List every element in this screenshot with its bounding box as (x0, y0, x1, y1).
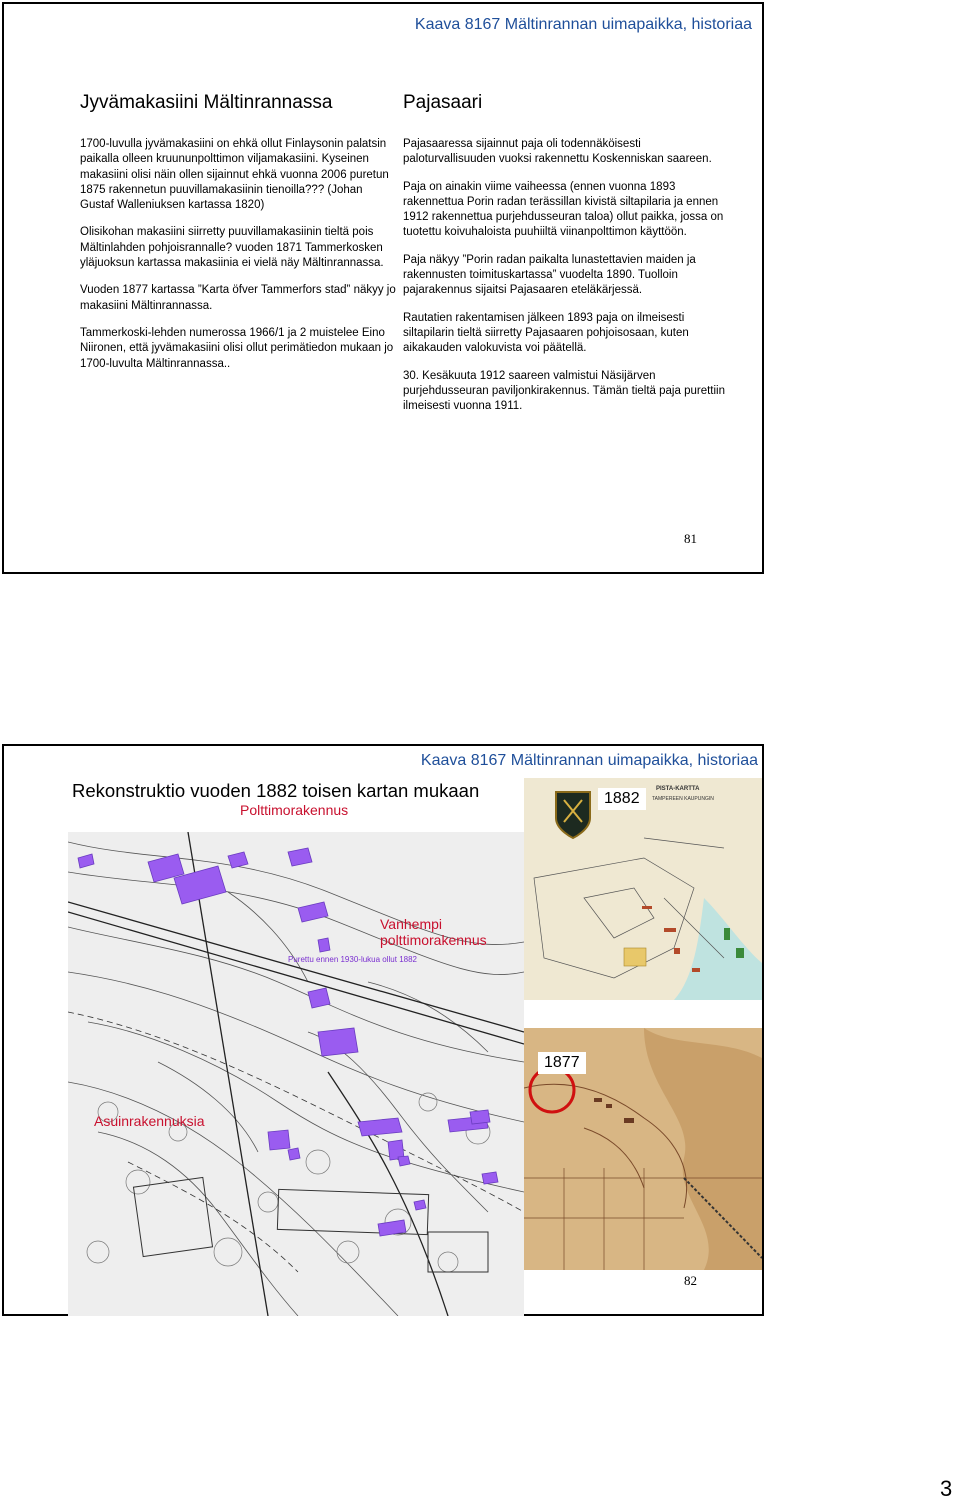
slide-header: Kaava 8167 Mältinrannan uimapaikka, historiaa (420, 752, 758, 769)
left-paragraph: Tammerkoski-lehden numerossa 1966/1 ja 2 muistelee Eino Niironen, että jyvämakasiini olisi ollut perimätiedon mukaan jo 1700-luvulta Mältinrannassa.. (80, 326, 394, 370)
label-asuinrakennuksia: Asuinrakennuksia (94, 1113, 205, 1129)
sheet-page-number: 3 (940, 1476, 953, 1501)
right-paragraph: Rautatien rakentamisen jälkeen 1893 paja on ilmeisesti siltapilarin tieltä siirretty Pajasaaren pohjoisosaan, kuten aikakauden valokuvista voi päätellä. (403, 311, 689, 355)
label-year-1882: 1882 (598, 788, 646, 810)
map-1882-subtitle: TAMPEREEN KAUPUNGIN (652, 796, 714, 802)
slide-82 (2, 744, 764, 1316)
page-number: 82 (684, 1273, 697, 1288)
right-column-title: Pajasaari (403, 92, 483, 113)
label-polttimorakennus: Polttimorakennus (240, 802, 349, 818)
map-1882 (524, 778, 762, 1000)
slide-81 (2, 2, 764, 574)
left-paragraph: 1700-luvulla jyvämakasiini on ehkä ollut Finlaysonin palatsin paikalla olleen kruununpolttimon viljamakasiini. Kyseinen makasiini olisi näin ollen sijainnut ehkä vuonna 2006 puretun 1875 rakennetun puuvillamakasiinin tienoilla??? (Johan Gustaf Walleniuksen kartassa 1820) (80, 138, 389, 212)
right-paragraph: Paja näkyy ”Porin radan paikalta lunastettavien maiden ja rakennusten toimituskartassa” vuodelta 1890. Tuolloin pajarakennus sijaitsi Pajasaaren eteläkärjessä. (403, 253, 696, 297)
page-number: 81 (684, 531, 697, 546)
slide-header: Kaava 8167 Mältinrannan uimapaikka, historiaa (414, 16, 752, 33)
label-vanhempi-polttimorakennus: Vanhempi polttimorakennus (380, 916, 487, 948)
label-year-1877: 1877 (538, 1052, 586, 1074)
map-1882-drawing (524, 778, 762, 1000)
left-column-title: Jyvämakasiini Mältinrannassa (80, 92, 333, 113)
reconstruction-map (68, 832, 524, 1316)
slide-title: Rekonstruktio vuoden 1882 toisen kartan mukaan (72, 780, 480, 801)
map-1882-header: PISTA-KARTTA (656, 786, 700, 792)
left-column-text (80, 137, 396, 384)
right-paragraph: Pajasaaressa sijainnut paja oli todennäköisesti paloturvallisuuden vuoksi rakennettu Koskenniskan saareen. (403, 138, 712, 166)
left-paragraph: Vuoden 1877 kartassa ”Karta öfver Tammerfors stad” näkyy jo makasiini Mältinrannassa. (80, 284, 396, 312)
purettu-note: Purettu ennen 1930-lukua ollut 1882 (288, 955, 417, 964)
right-column-text (403, 137, 731, 426)
reconstruction-map-drawing (68, 832, 524, 1316)
left-paragraph: Olisikohan makasiini siirretty puuvillamakasiinin tieltä pois Mältinlahden pohjoisrannalle? vuoden 1871 Tammerkosken yläjuoksun kartassa makasiinia ei vielä näy Mältinrannassa. (80, 226, 384, 270)
right-paragraph: Paja on ainakin viime vaiheessa (ennen vuonna 1893 rakennettua Porin radan terässillan kivistä siltapilaria ja ennen 1912 rakennettua purjehdusseuran taloa) ollut paikka, jossa on tuotettu koivuhaloista puuhiiltä viinanpolttimon käyttöön. (403, 180, 724, 239)
right-paragraph: 30. Kesäkuuta 1912 saareen valmistui Näsijärven purjehdusseuran paviljonkirakennus. Tämän tieltä paja purettiin ilmeisesti vuonna 1911. (403, 369, 725, 413)
